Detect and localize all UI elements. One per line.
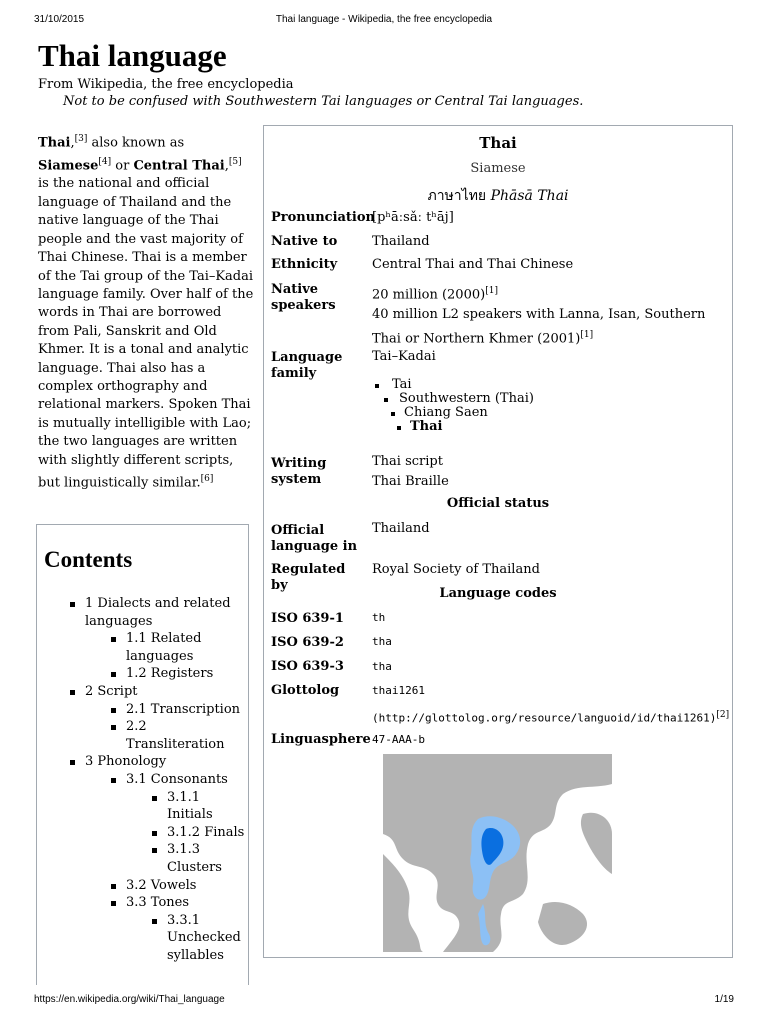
toc-item[interactable] (167, 912, 245, 965)
label-native-to: Native to (271, 234, 338, 249)
toc-item-label[interactable]: 3.2 Vowels (126, 877, 197, 893)
value-iso-639-3[interactable]: tha (372, 660, 392, 673)
family-tree-item[interactable]: Southwestern (Thai) (372, 392, 534, 406)
toc-item-label[interactable]: 2.1 Transcription (126, 701, 241, 717)
toc-item-label[interactable]: 3.1.1 Initials (167, 789, 213, 823)
label-iso-639-2: ISO 639-2 (271, 635, 344, 650)
toc-item-label[interactable]: 3.1.2 Finals (167, 824, 245, 840)
label-glottolog: Glottolog (271, 683, 340, 698)
print-date: 31/10/2015 (34, 14, 85, 25)
label-ethnicity: Ethnicity (271, 257, 338, 272)
print-url: https://en.wikipedia.org/wiki/Thai_language (34, 994, 225, 1005)
label-iso-639-3: ISO 639-3 (271, 659, 344, 674)
toc-item[interactable] (126, 877, 245, 895)
label-pronunciation: Pronunciation (271, 210, 375, 225)
toc-item-label[interactable]: 2.2 Transliteration (126, 719, 225, 752)
ref-link[interactable]: [5] (228, 156, 242, 167)
infobox-native-name: Siamese (470, 161, 526, 176)
toc-item[interactable] (126, 630, 245, 665)
page-subtitle: From Wikipedia, the free encyclopedia (38, 77, 294, 92)
glottolog-code[interactable]: thai1261 (372, 684, 425, 697)
infobox-title: Thai (479, 134, 517, 152)
lead-text: also known as (87, 135, 185, 151)
hatnote: Not to be confused with Southwestern Tai languages or Central Tai languages. (63, 94, 584, 109)
speakers-native: 20 million (2000) (372, 287, 486, 303)
ref-link[interactable]: [1] (485, 286, 498, 296)
label-writing-system: Writing system (271, 456, 327, 487)
thai-speakers-map (383, 754, 612, 952)
toc-item-label[interactable]: 3.3.1 Unchecked syllables (167, 912, 241, 963)
toc-item[interactable] (167, 789, 245, 824)
family-tree-item[interactable]: Chiang Saen (372, 406, 534, 420)
print-page-number: 1/19 (714, 994, 734, 1005)
toc-list (85, 595, 245, 964)
label-language-family: Language family (271, 350, 343, 381)
lead-term-central-thai: Central Thai (133, 158, 225, 174)
toc-item-label[interactable]: 2 Script (85, 683, 138, 699)
glottolog-link[interactable]: (http://glottolog.org/resource/languoid/id/thai1261) (372, 711, 717, 725)
ref-link[interactable]: [1] (580, 330, 594, 341)
toc-item[interactable] (126, 701, 245, 719)
value-writing-system (372, 452, 728, 492)
label-regulated-by: Regulated by (271, 562, 346, 593)
label-native-speakers: Native speakers (271, 282, 336, 313)
lead-paragraph: Thai,[3] also known as Siamese[4] or Central Thai,[5] is the national and official language of Thailand and the native language of the Thai people and the vast majority of Thai Chinese. Thai is a member of the Tai group of the Tai–Kadai language family. Over half of the words in Thai are borrowed from Pali, Sanskrit and Old Khmer. It is a tonal and analytic language. Thai also has a complex orthography and relational markers. Spoken Thai is mutually intelligible with Lao; the two languages are written with slightly different scripts, but linguistically similar.[6] (38, 134, 254, 491)
toc-item[interactable] (85, 753, 245, 964)
section-official-status: Official status (446, 496, 550, 511)
toc-item[interactable] (126, 771, 245, 877)
value-iso-639-2[interactable]: tha (372, 635, 392, 648)
infobox-thai-script (264, 185, 732, 207)
toc-item-label[interactable]: 3.1.3 Clusters (167, 842, 222, 875)
value-regulated-by[interactable]: Royal Society of Thailand (372, 562, 540, 577)
label-official-in: Official language in (271, 523, 358, 554)
toc-item-label[interactable]: 3.3 Tones (126, 895, 190, 911)
lead-body: is the national and official language of Thailand and the native language of the Thai people and the vast majority of Thai Chinese. Thai is a member of the Tai group of the Tai–Kadai language family. Over half of the words in Thai are borrowed from Pali, Sanskrit and Old Khmer. It is a tonal and analytic language. Thai also has a complex orthography and relational markers. Spoken Thai is mutually intelligible with Lao; the two languages are written with slightly different scripts, but linguistically similar. (38, 176, 254, 491)
toc-item[interactable] (167, 824, 245, 842)
toc-item[interactable] (126, 894, 245, 964)
ref-link[interactable]: [4] (98, 156, 112, 167)
toc-item[interactable] (126, 718, 245, 753)
value-ethnicity: Central Thai and Thai Chinese (372, 257, 574, 272)
value-native-speakers (372, 281, 728, 350)
value-language-family[interactable]: Tai–Kadai (372, 349, 436, 364)
toc-item-label[interactable]: 3 Phonology (85, 754, 167, 770)
lead-term-thai: Thai (38, 135, 71, 151)
page-title: Thai language (38, 38, 227, 73)
section-language-codes: Language codes (439, 586, 557, 601)
value-linguasphere[interactable]: 47-AAA-b (372, 733, 425, 746)
ref-link[interactable]: [6] (200, 473, 214, 484)
value-glottolog (372, 681, 732, 701)
toc-item-label[interactable]: 3.1 Consonants (126, 771, 228, 787)
value-official-in[interactable]: Thailand (372, 521, 430, 536)
value-pronunciation: [pʰāːsǎː tʰāj] (372, 210, 454, 225)
family-tree-item[interactable]: Tai (372, 378, 534, 392)
toc-heading: Contents (44, 547, 133, 572)
toc-item-label[interactable]: 1.1 Related languages (126, 631, 202, 664)
toc-item-label[interactable]: 1 Dialects and related languages (85, 596, 231, 629)
value-native-to: Thailand (372, 234, 430, 249)
toc-item[interactable] (126, 665, 245, 683)
toc-item[interactable] (85, 595, 245, 683)
writing-script-link[interactable]: Thai script (372, 454, 443, 469)
family-tree-item: Thai (372, 420, 534, 434)
language-family-tree (372, 378, 534, 434)
label-iso-639-1: ISO 639-1 (271, 611, 344, 626)
table-of-contents (36, 524, 249, 985)
print-page-title: Thai language - Wikipedia, the free encyclopedia (275, 14, 493, 25)
toc-item-label[interactable]: 1.2 Registers (126, 666, 214, 682)
label-linguasphere: Linguasphere (271, 732, 371, 747)
lead-text: or (111, 158, 134, 174)
toc-item[interactable] (85, 683, 245, 753)
lead-term-siamese: Siamese (38, 158, 99, 174)
value-glottolog-url (372, 705, 732, 729)
romanized-name: Phāsā Thai (490, 188, 569, 204)
toc-item[interactable] (167, 841, 245, 876)
value-iso-639-1[interactable]: th (372, 611, 386, 624)
ref-link[interactable]: [3] (74, 134, 88, 144)
infobox (263, 125, 733, 958)
writing-braille-link[interactable]: Thai Braille (372, 474, 449, 489)
thai-script-text: ภาษาไทย (427, 188, 487, 204)
ref-link[interactable]: [2] (716, 710, 730, 720)
speakers-l2: 40 million L2 speakers with Lanna, Isan, Southern Thai or Northern Khmer (2001) (372, 307, 706, 347)
